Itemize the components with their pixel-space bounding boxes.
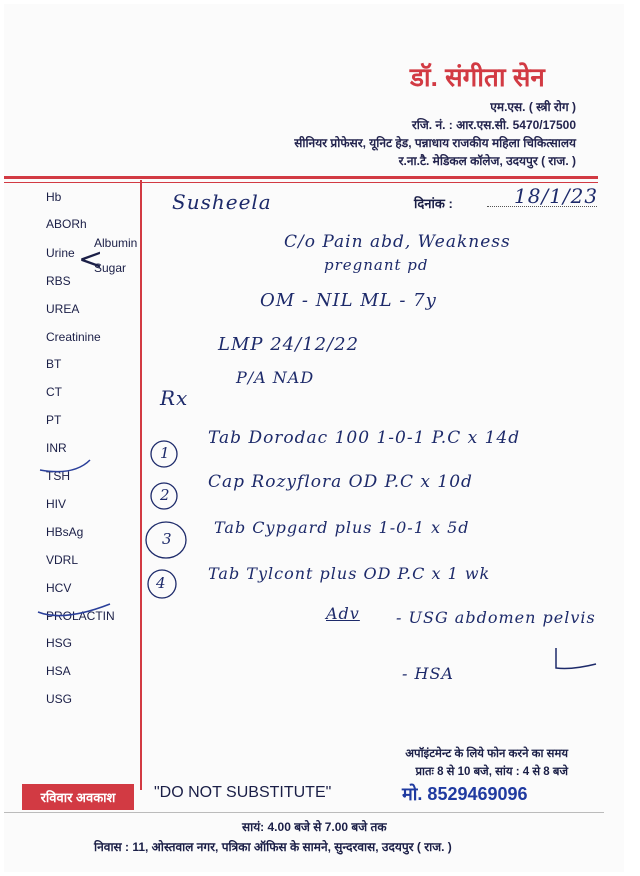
residence-address: निवास : 11, ओस्तवाल नगर, पत्रिका ऑफिस के सामने, सुन्दरवास, उदयपुर ( राज. ): [94, 840, 452, 854]
evening-timing: सायं: 4.00 बजे से 7.00 बजे तक: [242, 820, 387, 834]
advice-usg: - USG abdomen pelvis: [396, 608, 596, 627]
medicine-2-number: 2: [160, 486, 171, 504]
medicine-2: Cap Rozyflora OD P.C x 10d: [208, 472, 473, 492]
doctor-signature-mark: [542, 644, 602, 674]
test-urine: Urine: [46, 246, 75, 260]
handwritten-date: 18/1/23: [514, 184, 599, 208]
do-not-substitute: "DO NOT SUBSTITUTE": [154, 784, 332, 801]
urine-brace: <: [78, 242, 104, 277]
test-sugar: Sugar: [94, 261, 127, 275]
registration-number: रजि. नं. : आर.एस.सी. 5470/17500: [411, 118, 576, 132]
footer-divider: [4, 812, 604, 813]
test-bt: BT: [46, 357, 62, 371]
test-creatinine: Creatinine: [46, 330, 101, 344]
patient-name: Susheela: [172, 190, 272, 214]
test-hb: Hb: [46, 190, 62, 204]
medicine-1: Tab Dorodac 100 1-0-1 P.C x 14d: [208, 428, 521, 448]
test-aborh: ABORh: [46, 217, 87, 231]
medicine-4-number: 4: [156, 574, 167, 592]
test-vdrl: VDRL: [46, 553, 79, 567]
sunday-holiday-badge: रविवार अवकाश: [22, 784, 134, 810]
test-hbsag: HBsAg: [46, 525, 84, 539]
pa-exam-note: P/A NAD: [236, 368, 315, 387]
test-prolactin: PROLACTIN: [46, 609, 115, 623]
obstetric-history: OM - NIL ML - 7y: [260, 290, 437, 311]
test-albumin: Albumin: [94, 236, 138, 250]
appointment-title: अपॉइंटमेन्ट के लिये फोन करने का समय: [405, 748, 568, 760]
doctor-qualification: एम.एस. ( स्त्री रोग ): [490, 100, 576, 114]
test-hsg: HSG: [46, 636, 73, 650]
advice-label: Adv: [326, 604, 360, 623]
test-tsh: TSH: [46, 469, 70, 483]
header-divider: [4, 176, 598, 179]
advice-hsa: - HSA: [402, 664, 454, 683]
medicine-1-number: 1: [160, 444, 171, 462]
test-inr: INR: [46, 441, 67, 455]
lmp-note: LMP 24/12/22: [218, 334, 360, 355]
test-usg: USG: [46, 692, 73, 706]
test-ct: CT: [46, 385, 62, 399]
test-rbs: RBS: [46, 274, 71, 288]
header-divider-thin: [4, 182, 598, 183]
college-name: र.ना.टै. मेडिकल कॉलेज, उदयपुर ( राज. ): [398, 154, 576, 168]
prescription-sheet: [4, 4, 624, 872]
appointment-timings: प्रातः 8 से 10 बजे, सांय : 4 से 8 बजे: [415, 766, 568, 778]
doctor-name: डॉ. संगीता सेन: [410, 62, 545, 92]
chief-complaint: C/o Pain abd, Weakness: [284, 232, 511, 252]
test-hcv: HCV: [46, 581, 72, 595]
phone-number: मो. 8529469096: [402, 784, 528, 804]
test-hsa: HSA: [46, 664, 71, 678]
date-label: दिनांक :: [414, 196, 453, 211]
doctor-designation: सीनियर प्रोफेसर, यूनिट हेड, पन्नाधाय राजकीय महिला चिकित्सालय: [294, 136, 576, 150]
medicine-3-number: 3: [162, 530, 173, 548]
medicine-3: Tab Cypgard plus 1-0-1 x 5d: [214, 518, 470, 537]
chief-complaint-2: pregnant pd: [324, 256, 429, 274]
rx-symbol: Rx: [160, 386, 189, 410]
test-pt: PT: [46, 413, 62, 427]
test-urea: UREA: [46, 302, 80, 316]
medicine-4: Tab Tylcont plus OD P.C x 1 wk: [208, 564, 491, 583]
test-hiv: HIV: [46, 497, 67, 511]
pen-tick-marks: [24, 452, 124, 642]
